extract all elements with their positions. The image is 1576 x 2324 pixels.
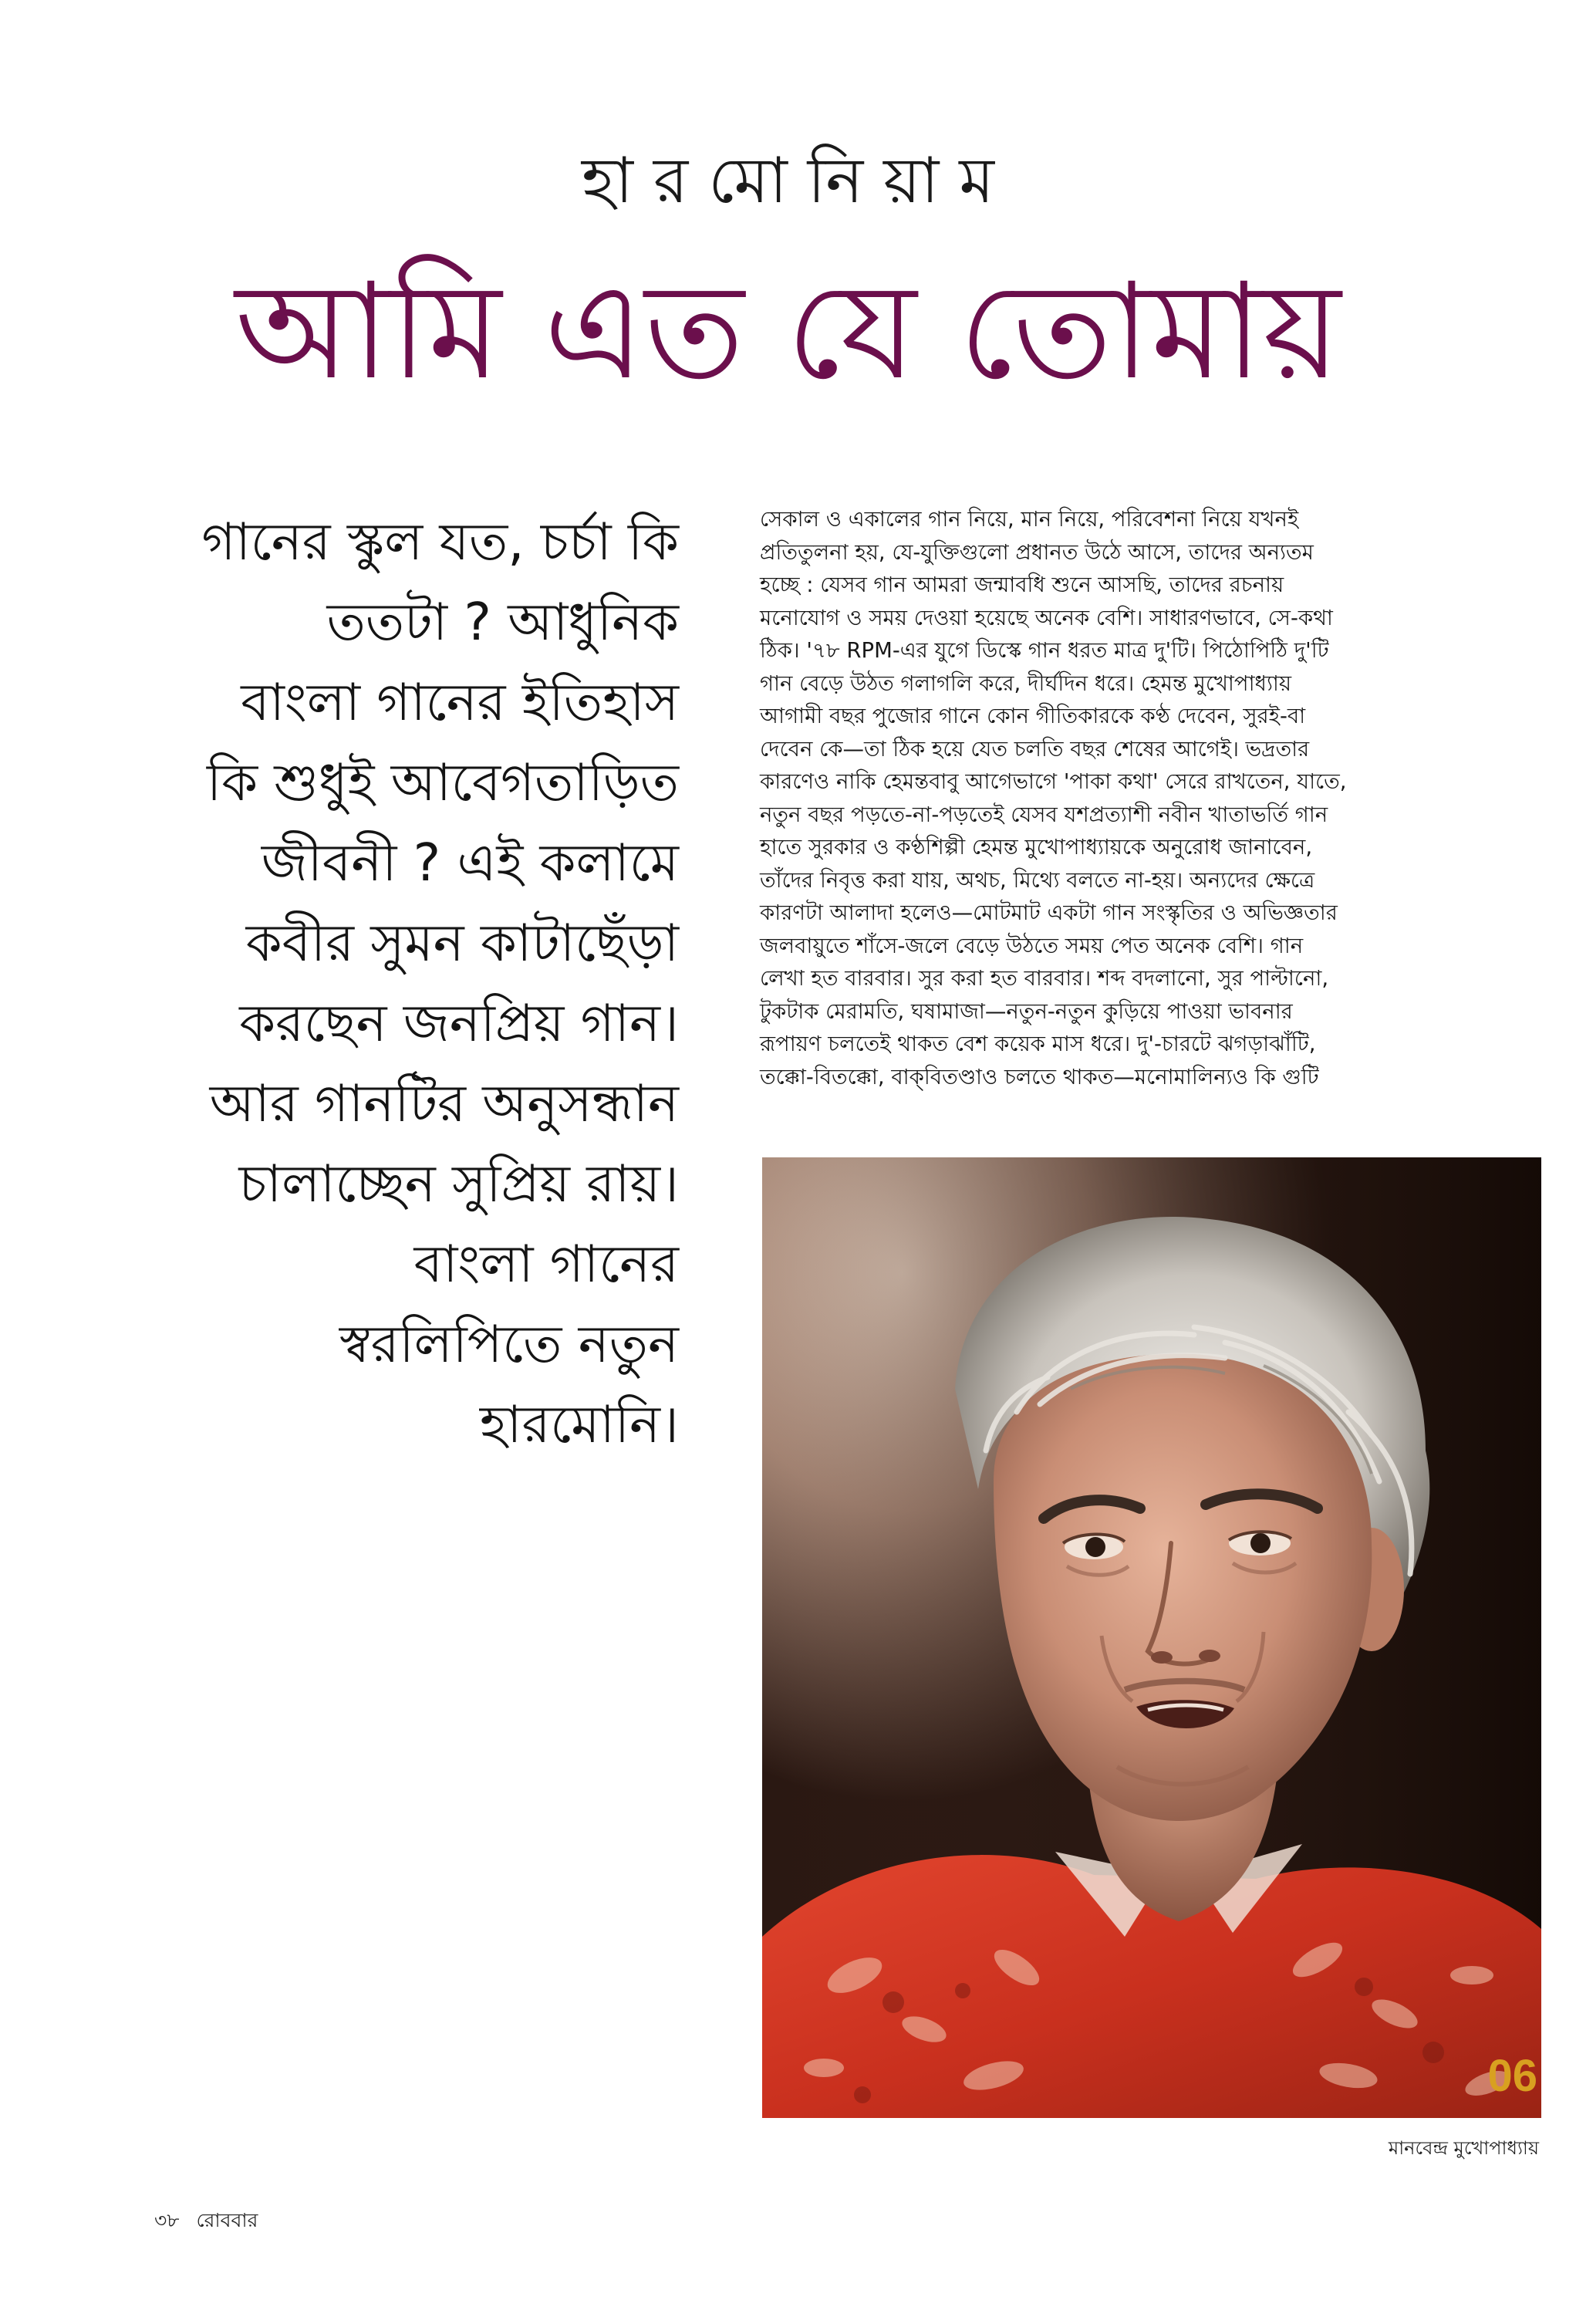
- body-line: নতুন বছর পড়তে-না-পড়তেই যেসব যশপ্রত্যাশী নবীন খাতাভর্তি গান: [760, 802, 1328, 827]
- body-line: প্রতিতুলনা হয়, যে-যুক্তিগুলো প্রধানত উঠে আসে, তাদের অন্যতম: [760, 539, 1314, 565]
- body-line: কারণেও নাকি হেমন্তবাবু আগেভাগে 'পাকা কথা' সেরে রাখতেন, যাতে,: [760, 769, 1347, 794]
- portrait-photo: [762, 1157, 1541, 2118]
- body-line: জলবায়ুতে শাঁসে-জলে বেড়ে উঠতে সময় পেত অনেক বেশি। গান: [760, 933, 1304, 958]
- photo-caption: মানবেন্দ্র মুখোপাধ্যায়: [1388, 2137, 1539, 2159]
- standfirst-line: বাংলা গানের: [413, 1234, 679, 1294]
- photo-date-stamp: 06: [1487, 2051, 1537, 2101]
- standfirst-line: জীবনী ? এই কলামে: [261, 833, 679, 893]
- body-line: দেবেন কে—তা ঠিক হয়ে যেত চলতি বছর শেষের আগেই। ভদ্রতার: [760, 736, 1310, 762]
- body-line: মনোযোগ ও সময় দেওয়া হয়েছে অনেক বেশি। সাধারণভাবে, সে-কথা: [760, 605, 1333, 630]
- magazine-name: রোববার: [196, 2209, 258, 2231]
- standfirst-line: কবীর সুমন কাটাছেঁড়া: [245, 913, 679, 973]
- article-body: [760, 503, 1543, 1093]
- body-line: ঠিক। '৭৮ RPM-এর যুগে ডিস্কে গান ধরত মাত্র দু'টি। পিঠোপিঠি দু'টি: [760, 638, 1329, 663]
- body-line: আগামী বছর পুজোর গানে কোন গীতিকারকে কণ্ঠ দেবেন, সুরই-বা: [760, 704, 1306, 728]
- body-line: তক্কো-বিতক্কো, বাক্‌বিতণ্ডাও চলতে থাকত—মনোমালিন্যও কি গুটি: [760, 1064, 1319, 1089]
- standfirst-line: স্বরলিপিতে নতুন: [339, 1314, 679, 1374]
- standfirst-line: আর গানটির অনুসন্ধান: [209, 1073, 679, 1133]
- body-line: তাঁদের নিবৃত্ত করা যায়, অথচ, মিথ্যে বলতে না-হয়। অন্যদের ক্ষেত্রে: [760, 867, 1315, 893]
- article-standfirst: [116, 502, 679, 1464]
- standfirst-line: গানের স্কুল যত, চর্চা কি: [201, 512, 679, 572]
- body-line: হচ্ছে : যেসব গান আমরা জন্মাবধি শুনে আসছি, তাদের রচনায়: [760, 573, 1284, 597]
- article-headline: আমি এত যে তোমায়: [235, 254, 1341, 409]
- standfirst-line: ততটা ? আধুনিক: [326, 592, 679, 652]
- body-line: রূপায়ণ চলতেই থাকত বেশ কয়েক মাস ধরে। দু'-চারটে ঝগড়াঝাঁটি,: [760, 1032, 1316, 1056]
- body-line: লেখা হত বারবার। সুর করা হত বারবার। শব্দ বদলানো, সুর পাল্টানো,: [760, 966, 1329, 991]
- standfirst-line: কি শুধুই আবেগতাড়িত: [207, 752, 679, 812]
- page-number: ৩৮: [154, 2209, 180, 2231]
- body-line: হাতে সুরকার ও কণ্ঠশিল্পী হেমন্ত মুখোপাধ্যায়কে অনুরোধ জানাবেন,: [760, 835, 1313, 860]
- section-kicker: হা র মো নি য়া ম: [582, 144, 994, 218]
- body-line: সেকাল ও একালের গান নিয়ে, মান নিয়ে, পরিবেশনা নিয়ে যখনই: [760, 507, 1299, 532]
- standfirst-line: বাংলা গানের ইতিহাস: [241, 672, 679, 732]
- body-line: গান বেড়ে উঠত গলাগলি করে, দীর্ঘদিন ধরে। হেমন্ত মুখোপাধ্যায়: [760, 671, 1292, 696]
- body-line: টুকটাক মেরামতি, ঘষামাজা—নতুন-নতুন কুড়িয়ে পাওয়া ভাবনার: [760, 998, 1293, 1024]
- standfirst-line: চালাচ্ছেন সুপ্রিয় রায়।: [238, 1154, 679, 1214]
- body-line: কারণটা আলাদা হলেও—মোটমাট একটা গান সংস্কৃতির ও অভিজ্ঞতার: [760, 900, 1338, 925]
- standfirst-line: করছেন জনপ্রিয় গান।: [239, 993, 679, 1053]
- page-footer: [154, 2208, 268, 2233]
- standfirst-line: হারমোনি।: [479, 1394, 679, 1454]
